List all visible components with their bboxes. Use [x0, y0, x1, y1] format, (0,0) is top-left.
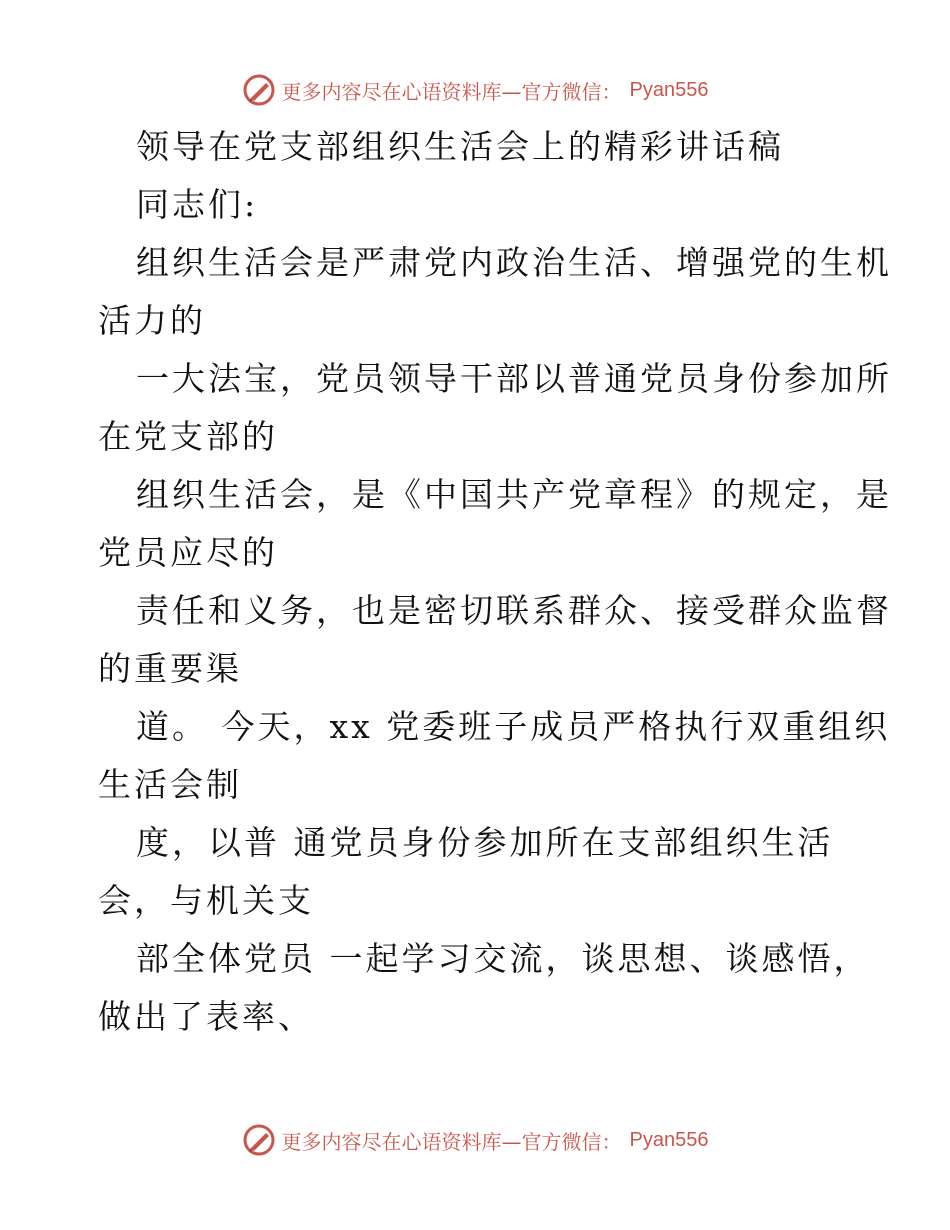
- paragraph-line: 在党支部的: [98, 417, 278, 456]
- paragraph-line: 部全体党员 一起学习交流，谈思想、谈感悟，: [136, 939, 870, 978]
- watermark-wechat-id: Pyan556: [629, 78, 709, 101]
- pen-logo-icon: [242, 1123, 276, 1157]
- paragraph-line: 会，与机关支: [98, 881, 314, 920]
- pen-logo-icon: [242, 73, 276, 107]
- paragraph-line: 生活会制: [98, 765, 242, 804]
- salutation: 同志们:: [136, 185, 259, 224]
- paragraph-line: 道。 今天，xx 党委班子成员严格执行双重组织: [136, 707, 891, 746]
- header-watermark: [0, 70, 950, 110]
- document-title: 领导在党支部组织生活会上的精彩讲话稿: [136, 127, 784, 166]
- paragraph-line: 组织生活会是严肃党内政治生活、增强党的生机: [136, 243, 892, 282]
- paragraph-line: 党员应尽的: [98, 533, 278, 572]
- paragraph-line: 的重要渠: [98, 649, 242, 688]
- paragraph-line: 一大法宝，党员领导干部以普通党员身份参加所: [136, 359, 892, 398]
- paragraph-line: 责任和义务，也是密切联系群众、接受群众监督: [136, 591, 892, 630]
- paragraph-line: 做出了表率、: [98, 997, 314, 1036]
- watermark-wechat-id: Pyan556: [629, 1128, 709, 1151]
- footer-watermark: [0, 1120, 950, 1160]
- watermark-text: 更多内容尽在心语资料库—官方微信：: [281, 79, 622, 104]
- paragraph-line: 组织生活会，是《中国共产党章程》的规定，是: [136, 475, 892, 514]
- paragraph-line: 度，以普 通党员身份参加所在支部组织生活: [136, 823, 834, 862]
- paragraph-line: 活力的: [98, 301, 206, 340]
- watermark-text: 更多内容尽在心语资料库—官方微信：: [281, 1129, 622, 1154]
- document-body: [98, 118, 892, 1046]
